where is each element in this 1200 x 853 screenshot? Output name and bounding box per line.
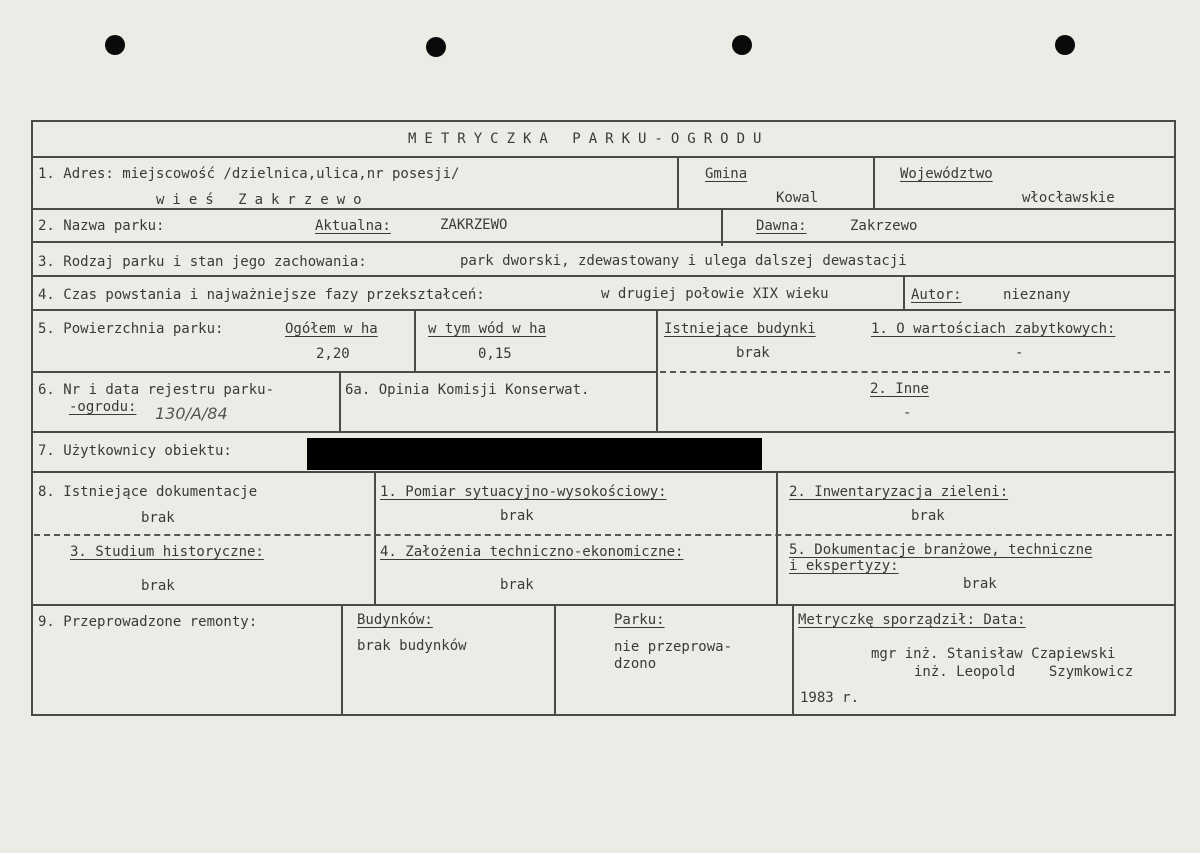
register-number-handwritten: 130/A/84 bbox=[155, 404, 228, 423]
buildings-value: brak bbox=[736, 345, 770, 361]
buildings-label: Istniejące budynki bbox=[664, 321, 816, 337]
industry-docs-label-line1: 5. Dokumentacje branżowe, techniczne bbox=[789, 542, 1093, 558]
buildings-renov-label: Budynków: bbox=[357, 612, 433, 628]
park-name-label: 2. Nazwa parku: bbox=[38, 218, 165, 234]
former-name-label: Dawna: bbox=[756, 218, 807, 234]
author-label: Autor: bbox=[911, 287, 962, 303]
prepared-date: 1983 r. bbox=[800, 690, 860, 706]
rule bbox=[903, 275, 905, 309]
rule bbox=[374, 471, 376, 604]
rule bbox=[31, 431, 1176, 433]
rule bbox=[31, 471, 1176, 473]
park-renov-label: Parku: bbox=[614, 612, 665, 628]
historic-buildings-label: 1. O wartościach zabytkowych: bbox=[871, 321, 1116, 337]
rule bbox=[873, 156, 875, 208]
wojewodztwo-value: włocławskie bbox=[1022, 190, 1115, 206]
punch-hole-2 bbox=[426, 37, 446, 57]
area-label: 5. Powierzchnia parku: bbox=[38, 321, 224, 337]
wojewodztwo-label: Województwo bbox=[900, 166, 993, 182]
current-name-label: Aktualna: bbox=[315, 218, 391, 234]
rule bbox=[414, 309, 416, 371]
total-area-label: Ogółem w ha bbox=[285, 321, 378, 337]
water-area-value: 0,15 bbox=[478, 346, 512, 362]
address-value: wieś Zakrzewo bbox=[156, 192, 370, 208]
historical-study-label: 3. Studium historyczne: bbox=[70, 544, 264, 560]
documentation-label: 8. Istniejące dokumentacje bbox=[38, 484, 258, 500]
current-name-value: ZAKRZEWO bbox=[440, 217, 508, 233]
redaction-bar bbox=[307, 438, 762, 470]
park-renov-value-line2: dzono bbox=[614, 656, 657, 672]
rule bbox=[721, 208, 723, 246]
creation-time-label: 4. Czas powstania i najważniejsze fazy przekształceń: bbox=[38, 287, 485, 303]
form-title: METRYCZKA PARKU-OGRODU bbox=[408, 131, 770, 147]
register-label-line2: -ogrodu: bbox=[69, 399, 137, 415]
rule bbox=[31, 309, 1176, 311]
rule bbox=[31, 275, 1176, 277]
survey-label: 1. Pomiar sytuacyjno-wysokościowy: bbox=[380, 484, 667, 500]
historic-buildings-value: - bbox=[1015, 345, 1024, 361]
other-buildings-label: 2. Inne bbox=[870, 381, 930, 397]
tech-econ-assumptions-label: 4. Założenia techniczno-ekonomiczne: bbox=[380, 544, 684, 560]
rule bbox=[31, 156, 1176, 158]
punch-hole-4 bbox=[1055, 35, 1075, 55]
buildings-renov-value: brak budynków bbox=[357, 638, 467, 654]
rule bbox=[31, 371, 656, 373]
tech-econ-assumptions-value: brak bbox=[500, 577, 534, 593]
users-label: 7. Użytkownicy obiektu: bbox=[38, 443, 232, 459]
rule bbox=[31, 604, 1176, 606]
park-renov-value-line1: nie przeprowa- bbox=[614, 639, 733, 655]
prepared-by-author1: mgr inż. Stanisław Czapiewski bbox=[871, 646, 1116, 662]
industry-docs-label-line2: i ekspertyzy: bbox=[789, 558, 899, 574]
address-label: 1. Adres: miejscowość /dzielnica,ulica,nr posesji/ bbox=[38, 166, 460, 182]
greenery-inventory-label: 2. Inwentaryzacja zieleni: bbox=[789, 484, 1009, 500]
former-name-value: Zakrzewo bbox=[850, 218, 918, 234]
rule bbox=[31, 208, 1176, 210]
other-buildings-value: - bbox=[903, 405, 912, 421]
historical-study-value: brak bbox=[141, 578, 175, 594]
punch-hole-1 bbox=[105, 35, 125, 55]
gmina-label: Gmina bbox=[705, 166, 748, 182]
rule bbox=[776, 471, 778, 604]
rule bbox=[554, 604, 556, 716]
greenery-inventory-value: brak bbox=[911, 508, 945, 524]
park-type-value: park dworski, zdewastowany i ulega dalszej dewastacji bbox=[460, 253, 907, 269]
conservation-opinion-label: 6a. Opinia Komisji Konserwat. bbox=[345, 382, 590, 398]
author-value: nieznany bbox=[1003, 287, 1071, 303]
register-label-line1: 6. Nr i data rejestru parku- bbox=[38, 382, 275, 398]
rule bbox=[677, 156, 679, 208]
rule bbox=[339, 371, 341, 431]
prepared-by-author2: inż. Leopold Szymkowicz bbox=[914, 664, 1134, 680]
creation-time-value: w drugiej połowie XIX wieku bbox=[601, 286, 829, 302]
rule bbox=[341, 604, 343, 716]
gmina-value: Kowal bbox=[776, 190, 819, 206]
prepared-by-label: Metryczkę sporządził: Data: bbox=[798, 612, 1026, 628]
punch-hole-3 bbox=[732, 35, 752, 55]
dashed-rule bbox=[660, 371, 1170, 373]
renovations-label: 9. Przeprowadzone remonty: bbox=[38, 614, 258, 630]
survey-value: brak bbox=[500, 508, 534, 524]
rule bbox=[31, 241, 1176, 243]
dashed-rule bbox=[34, 534, 1172, 536]
total-area-value: 2,20 bbox=[316, 346, 350, 362]
rule bbox=[656, 309, 658, 431]
rule bbox=[792, 604, 794, 716]
park-type-label: 3. Rodzaj parku i stan jego zachowania: bbox=[38, 254, 367, 270]
industry-docs-value: brak bbox=[963, 576, 997, 592]
documentation-value: brak bbox=[141, 510, 175, 526]
water-area-label: w tym wód w ha bbox=[428, 321, 547, 337]
